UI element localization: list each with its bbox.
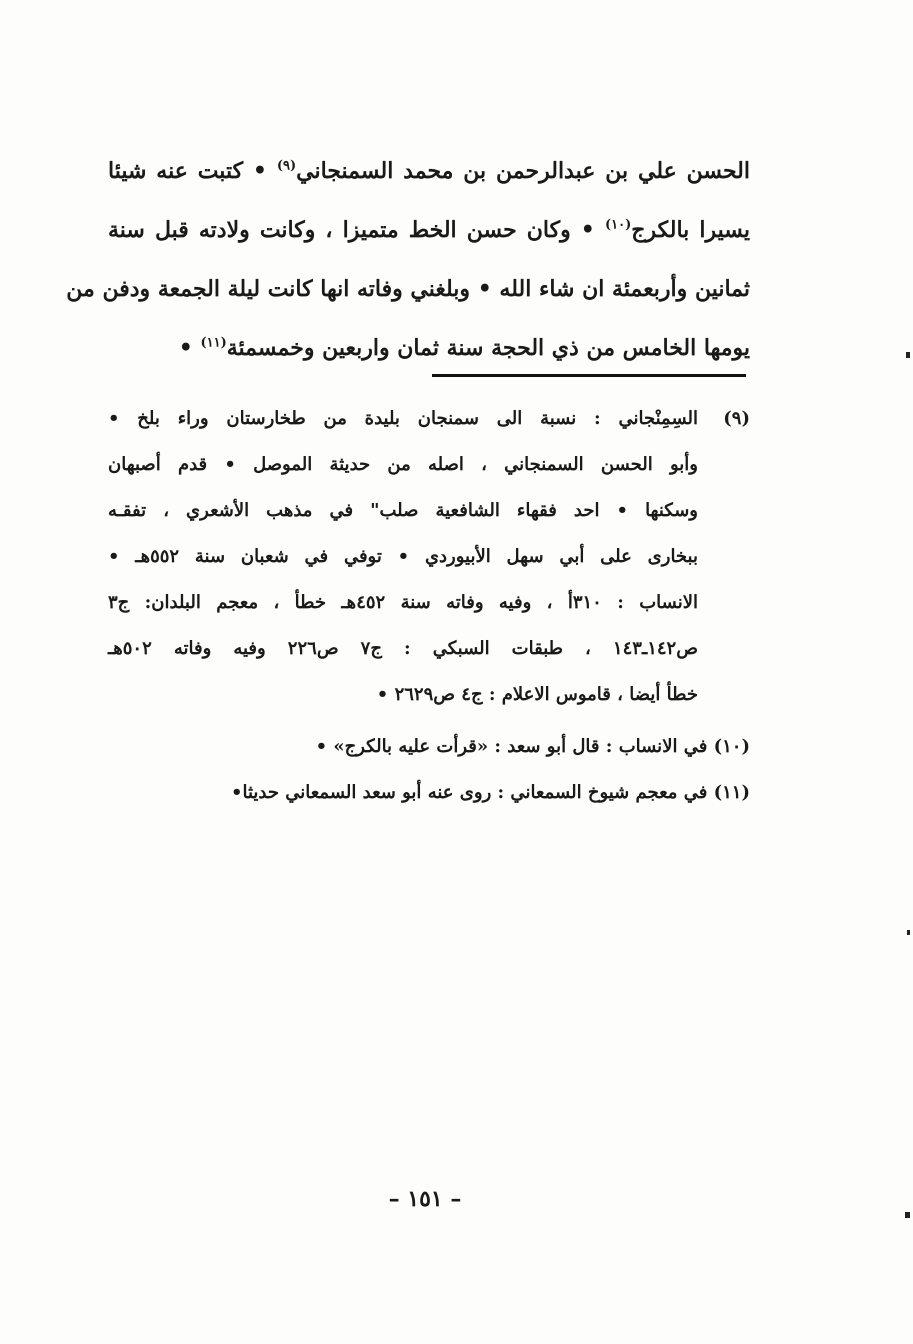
footnote-9-line: خطأ أيضا ، قاموس الاعلام : ج٤ ص٢٦٢٩ • xyxy=(376,684,698,705)
footnote-9-line: وأبو الحسن السمنجاني ، اصله من حديثة الموصل • قدم أصبهان xyxy=(108,454,698,475)
footnote-9-number: (٩) xyxy=(723,408,750,429)
footnote-9 xyxy=(108,396,750,718)
footnote-ref-11: (١١) xyxy=(200,335,227,351)
footnote-9-line: السِمِنْجاني : نسبة الى سمنجان بليدة من طخارستان وراء بلخ • xyxy=(108,408,698,429)
footnote-9-line: ص١٤٢ـ١٤٣ ، طبقات السبكي : ج٧ ص٢٢٦ وفيه وفاته ٥٠٢هـ xyxy=(108,638,698,659)
footnote-divider xyxy=(432,374,746,377)
main-text-block xyxy=(66,142,750,378)
footnote-11: (١١) في معجم شيوخ السمعاني : روى عنه أبو سعد السمعاني حديثا• xyxy=(230,782,750,803)
scan-speck xyxy=(906,352,910,358)
footnote-10: (١٠) في الانساب : قال أبو سعد : «قرأت عليه بالكرج» • xyxy=(315,736,750,757)
footnote-9-body xyxy=(108,396,698,718)
footnote-9-line: وسكنها • احد فقهاء الشافعية صلب" في مذهب الأشعري ، تفقـه xyxy=(108,500,698,521)
main-line-3: ثمانين وأربعمئة ان شاء الله • وبلغني وفاته انها كانت ليلة الجمعة ودفن من xyxy=(66,276,750,302)
main-line-2: يسيرا بالكرج$^{(١٠)}$ • وكان حسن الخط متميزا ، وكانت ولادته قبل سنة xyxy=(108,217,750,243)
page-number: – ١٥١ – xyxy=(388,1186,462,1212)
footnote-ref-9: (٩) xyxy=(276,158,297,174)
footnote-ref-10: (١٠) xyxy=(604,217,632,233)
scan-speck xyxy=(907,930,910,935)
footnotes-section xyxy=(108,396,750,816)
scan-speck xyxy=(905,1212,910,1218)
main-line-4: يومها الخامس من ذي الحجة سنة ثمان واربعين وخمسمئة$^{(١١)}$ • xyxy=(178,335,750,361)
main-line-1: الحسن علي بن عبدالرحمن بن محمد السمنجاني$^{(٩)}$ • كتبت عنه شيئا xyxy=(108,158,750,184)
footnote-9-line: الانساب : ٣١٠أ ، وفيه وفاته سنة ٤٥٢هـ خطأ ، معجم البلدان: ج٣ xyxy=(108,592,698,613)
footnote-9-line: ببخارى على أبي سهل الأبيوردي • توفي في شعبان سنة ٥٥٢هـ • xyxy=(108,546,698,567)
